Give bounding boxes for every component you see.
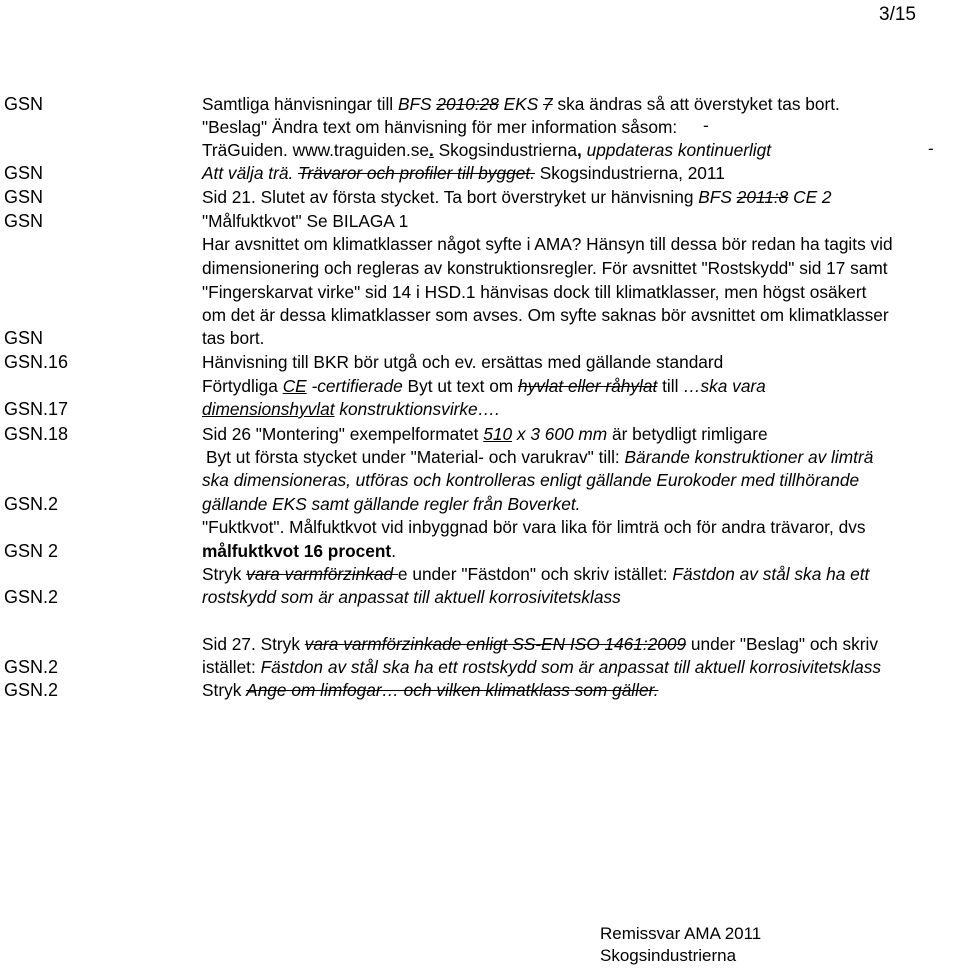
comment-line — [202, 563, 869, 585]
list-dash: - — [703, 116, 709, 135]
text: konstruktionsvirke…. — [334, 399, 500, 419]
text: istället: — [202, 657, 261, 677]
text: gällande EKS samt gällande regler från Boverket. — [202, 494, 581, 514]
comment-line — [202, 162, 725, 184]
text: Sid 21. Slutet av första stycket. Ta bort överstryket ur hänvisning — [202, 187, 699, 207]
comment-line — [202, 93, 840, 115]
text: BFS — [698, 187, 737, 207]
text: Skogsindustrierna, 2011 — [534, 163, 725, 183]
comment-line: Hänvisning till BKR bör utgå och ev. ersättas med gällande standard — [202, 352, 724, 372]
section-label: GSN — [4, 187, 44, 207]
text: "Beslag" Ändra text om hänvisning för mer information såsom: — [202, 117, 678, 137]
section-label: GSN.2 — [4, 494, 59, 514]
comment-line: tas bort. — [202, 328, 265, 348]
text: "Målfuktkvot" Se BILAGA 1 — [202, 211, 409, 231]
section-label: GSN — [4, 94, 44, 114]
struck-text: Trävaror och profiler till bygget. — [298, 163, 535, 183]
text: …ska vara — [683, 376, 766, 396]
text: . — [391, 541, 396, 561]
text: Bärande konstruktioner av limträ — [624, 447, 874, 467]
text: Byt ut text om — [402, 376, 518, 396]
struck-text: vara varmförzinkade enligt SS-EN ISO 1461:2009 — [304, 634, 687, 654]
text: TräGuiden. www.traguiden.se — [202, 140, 430, 160]
comment-line — [202, 398, 500, 420]
text: Samtliga hänvisningar till — [202, 94, 398, 114]
struck-text: Ange om limfogar… och vilken klimatklass som gäller. — [246, 680, 659, 700]
comment-line — [202, 633, 878, 655]
text: Byt ut första stycket under "Material- och varukrav" till: — [206, 447, 625, 467]
comment-line: om det är dessa klimatklasser som avses. Om syfte saknas bör avsnittet om klimatklasser — [202, 305, 889, 325]
comment-line: dimensionering och regleras av konstruktionsregler. För avsnittet "Rostskydd" sid 17 samt — [202, 258, 888, 278]
text: ska dimensioneras, utföras och kontrolleras enligt gällande Eurokoder med tillhörande — [202, 470, 860, 490]
section-label: GSN.2 — [4, 587, 59, 607]
struck-text: 2011:8 — [736, 187, 789, 207]
comment-line — [202, 186, 832, 208]
text: ska ändras så att överstyket tas bort. — [552, 94, 840, 114]
text: Sid 27. Stryk — [202, 634, 305, 654]
text: under "Beslag" och skriv — [686, 634, 879, 654]
comment-line — [202, 469, 859, 491]
text: målfuktkvot 16 procent — [202, 541, 392, 561]
text: Stryk — [202, 564, 247, 584]
text: uppdateras kontinuerligt — [581, 140, 772, 160]
section-label: GSN.2 — [4, 657, 59, 677]
struck-text: 2010:28 — [436, 94, 499, 114]
comment-line — [202, 656, 881, 678]
comment-line — [202, 540, 396, 562]
text: är betydligt rimligare — [607, 424, 768, 444]
text: EKS — [498, 94, 544, 114]
text: x 3 600 mm — [512, 424, 608, 444]
section-label: GSN.17 — [4, 399, 69, 419]
comment-line — [202, 139, 771, 161]
struck-text: hyvlat eller råhylat — [518, 376, 658, 396]
text: Skogsindustrierna — [433, 140, 577, 160]
text: CE 2 — [788, 187, 832, 207]
comment-line — [202, 586, 621, 608]
comment-line — [202, 423, 768, 445]
text: Att välja trä. — [202, 163, 299, 183]
text: Fästdon av stål ska ha ett — [672, 564, 870, 584]
text: . — [429, 140, 434, 160]
struck-text: 7 — [543, 94, 553, 114]
struck-text: vara varmförzinkad — [246, 564, 398, 584]
section-label: GSN — [4, 163, 44, 183]
text: -certifierade — [306, 376, 403, 396]
text: 510 — [483, 424, 513, 444]
text: e under "Fästdon" och skriv istället: — [397, 564, 673, 584]
comment-line — [202, 493, 580, 515]
comment-line — [206, 446, 873, 468]
comment-line: "Fingerskarvat virke" sid 14 i HSD.1 hänvisas dock till klimatklasser, men högst osäkert — [202, 282, 867, 302]
text: till — [657, 376, 684, 396]
section-label: GSN.2 — [4, 680, 59, 700]
text: , — [576, 140, 582, 160]
section-label: GSN.18 — [4, 424, 69, 444]
section-label: GSN — [4, 328, 44, 348]
text: CE — [282, 376, 307, 396]
comment-line — [202, 375, 766, 397]
comment-line: "Fuktkvot". Målfuktkvot vid inbyggnad bör vara lika för limträ och för andra trävaror, dvs — [202, 517, 866, 537]
section-label: GSN — [4, 211, 44, 231]
text: BFS — [397, 94, 437, 114]
comment-line: Har avsnittet om klimatklasser något syfte i AMA? Hänsyn till dessa bör redan ha tagits vid — [202, 234, 893, 254]
section-label: GSN.16 — [4, 352, 69, 372]
text: rostskydd som är anpassat till aktuell korrosivitetsklass — [202, 587, 621, 607]
text: Stryk — [202, 680, 247, 700]
section-label: GSN 2 — [4, 541, 59, 561]
text: Förtydliga — [202, 376, 283, 396]
comment-line — [202, 210, 408, 232]
comment-line — [202, 116, 677, 138]
text: Sid 26 "Montering" exempelformatet — [202, 424, 484, 444]
text: dimensionshyvlat — [202, 399, 335, 419]
page-number: 3/15 — [879, 4, 916, 25]
footer-title: Remissvar AMA 2011 — [600, 924, 762, 943]
comment-line — [202, 679, 659, 701]
list-dash: - — [928, 139, 934, 158]
text: Fästdon av stål ska ha ett rostskydd som är anpassat till aktuell korrosivitetsklass — [260, 657, 882, 677]
footer-org: Skogsindustrierna — [600, 946, 737, 965]
